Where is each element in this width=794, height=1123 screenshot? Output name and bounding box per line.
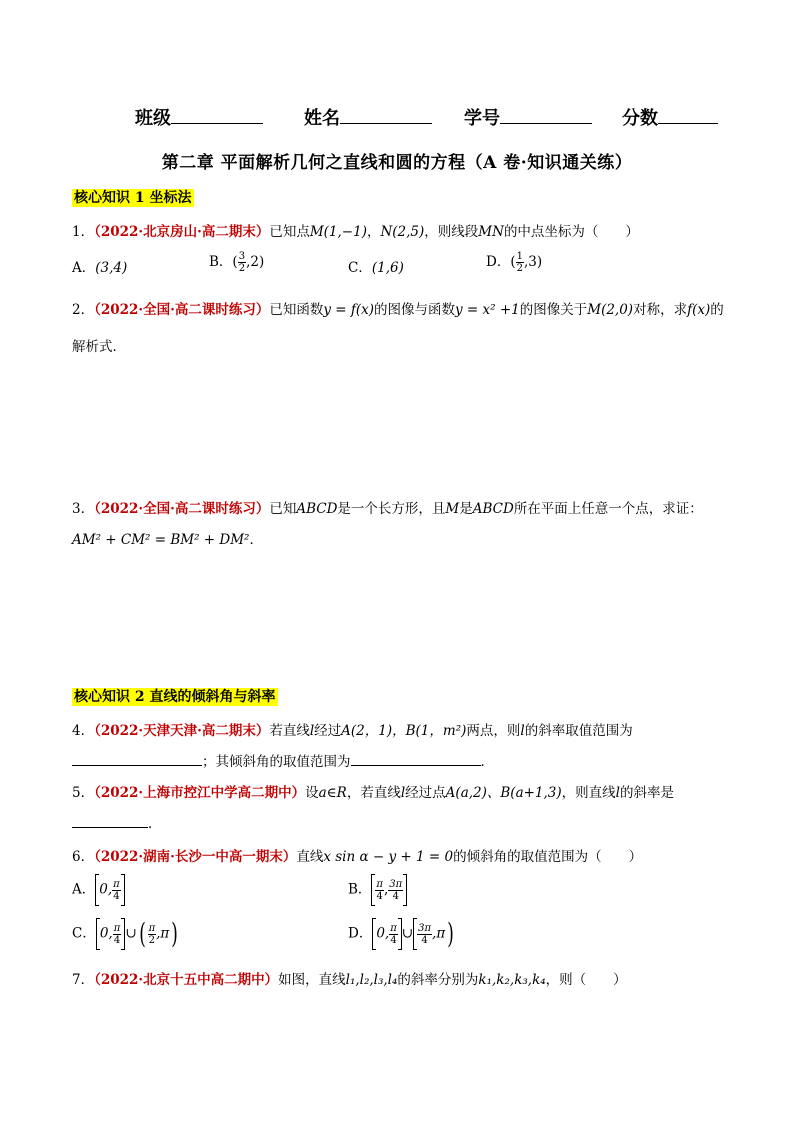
question-text: 如图，直线 xyxy=(278,972,346,988)
question-7 xyxy=(72,968,627,988)
answer-blank[interactable] xyxy=(351,751,481,766)
question-number: 3． xyxy=(72,501,95,517)
question-number: 1． xyxy=(72,224,95,240)
math-line: l xyxy=(400,785,406,801)
section-label: 核心知识 2 直线的倾斜角与斜率 xyxy=(74,689,276,705)
math-function: y = f(x) xyxy=(323,302,374,318)
numerator: 3π xyxy=(418,922,432,934)
question-text: 的斜率是 xyxy=(620,785,674,801)
question-text: 两点，则 xyxy=(466,723,521,739)
question-source: （2022·北京房山·高二期末） xyxy=(94,224,270,240)
q1-option-c[interactable] xyxy=(348,256,404,276)
option-label: D． xyxy=(348,925,373,942)
numerator: π xyxy=(113,922,121,934)
math-rect: ABCD xyxy=(296,501,338,517)
math-point-n: N(2,5) xyxy=(380,224,425,240)
math-points: A(a,2)、B(a+1,3) xyxy=(445,785,562,801)
page-title: 第二章 平面解析几何之直线和圆的方程（A 卷·知识通关练） xyxy=(161,153,633,173)
fraction xyxy=(388,879,403,902)
math-rect: ABCD xyxy=(472,501,514,517)
question-text: 的图像关于 xyxy=(519,302,588,318)
question-number: 6． xyxy=(72,849,95,865)
option-label: A． xyxy=(72,260,96,276)
question-text: 经过点 xyxy=(405,785,446,801)
fraction xyxy=(389,923,398,946)
question-3 xyxy=(72,497,703,517)
question-text: 对称，求 xyxy=(633,302,688,318)
math-slopes: k₁,k₂,k₃,k₄ xyxy=(478,972,546,988)
union-symbol: ∪ xyxy=(401,925,414,942)
id-label: 学号 xyxy=(464,108,500,129)
math-equation: x sin α − y + 1 = 0 xyxy=(323,849,454,865)
question-text: 直线 xyxy=(296,849,324,865)
right-paren: ) xyxy=(447,917,454,950)
denominator: 4 xyxy=(113,934,121,946)
score-blank[interactable] xyxy=(658,105,718,124)
math-equation: AM² + CM² = BM² + DM² xyxy=(72,532,250,548)
id-field xyxy=(464,104,592,130)
question-text: ，则直线 xyxy=(561,785,616,801)
q6-option-b[interactable] xyxy=(348,874,407,906)
question-text: 是一个长方形，且 xyxy=(337,501,446,517)
question-text: 的倾斜角的取值范围为（ ） xyxy=(453,849,643,865)
right-bracket xyxy=(121,874,125,906)
option-value: ,2) xyxy=(246,254,265,270)
math-function: y = x² +1 xyxy=(455,302,520,318)
numerator: π xyxy=(390,922,397,934)
q1-option-a[interactable] xyxy=(72,256,127,276)
math-point: M(2,0) xyxy=(587,302,634,318)
fraction xyxy=(113,923,122,946)
numerator: 3 xyxy=(238,251,246,262)
question-text: ；其倾斜角的取值范围为 xyxy=(202,754,351,770)
fraction xyxy=(148,923,157,946)
score-field xyxy=(622,104,718,130)
question-text: 的 xyxy=(710,302,724,318)
option-label: D． xyxy=(486,254,511,270)
math-function: f(x) xyxy=(687,302,711,318)
right-paren: ) xyxy=(171,917,179,950)
name-field xyxy=(304,104,432,130)
question-text: 的斜率分别为 xyxy=(397,972,479,988)
section-heading-2 xyxy=(72,686,278,706)
comma: , xyxy=(384,881,389,898)
question-text: 已知 xyxy=(269,501,297,517)
question-text: 已知函数 xyxy=(269,302,324,318)
fraction xyxy=(238,251,246,274)
class-label: 班级 xyxy=(135,108,171,129)
numerator: 1 xyxy=(516,251,523,262)
question-text: 已知点 xyxy=(269,224,310,240)
math-line: l xyxy=(615,785,620,801)
denominator: 4 xyxy=(376,890,383,902)
section-heading-1 xyxy=(72,187,194,207)
score-label: 分数 xyxy=(622,108,658,129)
option-label: C． xyxy=(348,260,372,276)
question-source: （2022·湖南·长沙一中高一期末） xyxy=(94,849,297,865)
class-field xyxy=(135,104,263,130)
question-text: ，则线段 xyxy=(424,224,479,240)
q6-option-c[interactable] xyxy=(72,918,180,950)
question-source: （2022·全国·高二课时练习） xyxy=(94,302,270,318)
section-label: 核心知识 1 坐标法 xyxy=(74,190,192,206)
question-source: （2022·上海市控江中学高二期中） xyxy=(94,785,306,801)
interval-start: 0, xyxy=(99,925,113,942)
question-text: ，则（ ） xyxy=(545,972,627,988)
interval-start: 0, xyxy=(99,881,113,898)
numerator: 3π xyxy=(389,878,403,890)
question-number: 7． xyxy=(72,972,95,988)
fraction xyxy=(516,251,524,274)
q6-option-a[interactable] xyxy=(72,874,125,906)
q1-option-b[interactable] xyxy=(209,250,264,274)
question-text: 所在平面上任意一个点，求证： xyxy=(513,501,703,517)
numerator: π xyxy=(113,878,120,890)
question-2-line-2: 解析式． xyxy=(72,339,126,355)
denominator: 2 xyxy=(516,263,523,274)
id-blank[interactable] xyxy=(500,105,592,124)
fraction xyxy=(417,923,432,946)
punctuation: ． xyxy=(249,532,263,548)
question-5 xyxy=(72,781,674,801)
denominator: 2 xyxy=(238,263,246,274)
question-text: 经过 xyxy=(314,723,342,739)
question-number: 5． xyxy=(72,785,95,801)
math-segment: MN xyxy=(478,224,504,240)
numerator: π xyxy=(148,922,156,934)
math-line: l xyxy=(520,723,525,739)
question-number: 2． xyxy=(72,302,95,318)
answer-blank[interactable] xyxy=(72,751,202,766)
math-condition: a∈R xyxy=(318,785,347,801)
option-label: B． xyxy=(348,881,372,898)
denominator: 4 xyxy=(390,934,397,946)
option-label: C． xyxy=(72,925,96,942)
question-text: 设 xyxy=(305,785,319,801)
union-symbol: ∪ xyxy=(125,925,137,942)
question-text: 的图像与函数 xyxy=(374,302,455,318)
question-text: 是 xyxy=(459,501,473,517)
math-point-m: M(1,−1) xyxy=(309,224,367,240)
option-value: (1,6) xyxy=(371,260,404,276)
question-3-equation xyxy=(72,528,263,548)
denominator: 4 xyxy=(421,934,428,946)
interval-end: ,π xyxy=(156,925,170,942)
math-point: M xyxy=(445,501,460,517)
denominator: 2 xyxy=(148,934,156,946)
fraction xyxy=(375,879,384,902)
name-label: 姓名 xyxy=(304,108,340,129)
math-lines: l₁,l₂,l₃,l₄ xyxy=(345,972,398,988)
question-text: 若直线 xyxy=(269,723,310,739)
paren: ( xyxy=(232,254,238,270)
question-5-line-2 xyxy=(72,812,162,832)
right-bracket xyxy=(403,874,407,906)
fraction xyxy=(112,879,121,902)
question-text: 的中点坐标为（ ） xyxy=(503,224,639,240)
question-source: （2022·北京十五中高二期中） xyxy=(94,972,279,988)
option-label: B． xyxy=(209,254,233,270)
math-line: l xyxy=(309,723,315,739)
question-1 xyxy=(72,220,639,240)
option-value: ,3) xyxy=(523,254,543,270)
question-6 xyxy=(72,845,642,865)
question-text: 的斜率取值范围为 xyxy=(524,723,633,739)
class-blank[interactable] xyxy=(171,105,263,124)
denominator: 4 xyxy=(113,890,120,902)
option-label: A． xyxy=(72,881,96,898)
question-source: （2022·天津天津·高二期末） xyxy=(94,723,270,739)
question-source: （2022·全国·高二课时练习） xyxy=(94,501,270,517)
separator: ， xyxy=(366,224,381,240)
question-4 xyxy=(72,719,633,739)
question-number: 4． xyxy=(72,723,95,739)
question-text: ，若直线 xyxy=(346,785,401,801)
q6-option-d[interactable] xyxy=(348,918,456,950)
interval-start: 0, xyxy=(376,925,390,942)
punctuation: ． xyxy=(148,816,162,832)
math-points: A(2，1)，B(1，m²) xyxy=(341,723,467,739)
punctuation: ． xyxy=(480,754,494,770)
question-4-line-2 xyxy=(72,750,494,770)
denominator: 4 xyxy=(392,890,399,902)
interval-end: ,π xyxy=(432,925,446,942)
left-paren: ( xyxy=(138,917,146,950)
question-2 xyxy=(72,298,724,318)
option-value: (3,4) xyxy=(95,260,128,276)
q1-option-d[interactable] xyxy=(486,250,542,274)
answer-blank[interactable] xyxy=(72,813,148,828)
numerator: π xyxy=(376,878,383,890)
paren: ( xyxy=(510,254,516,270)
name-blank[interactable] xyxy=(340,105,432,124)
